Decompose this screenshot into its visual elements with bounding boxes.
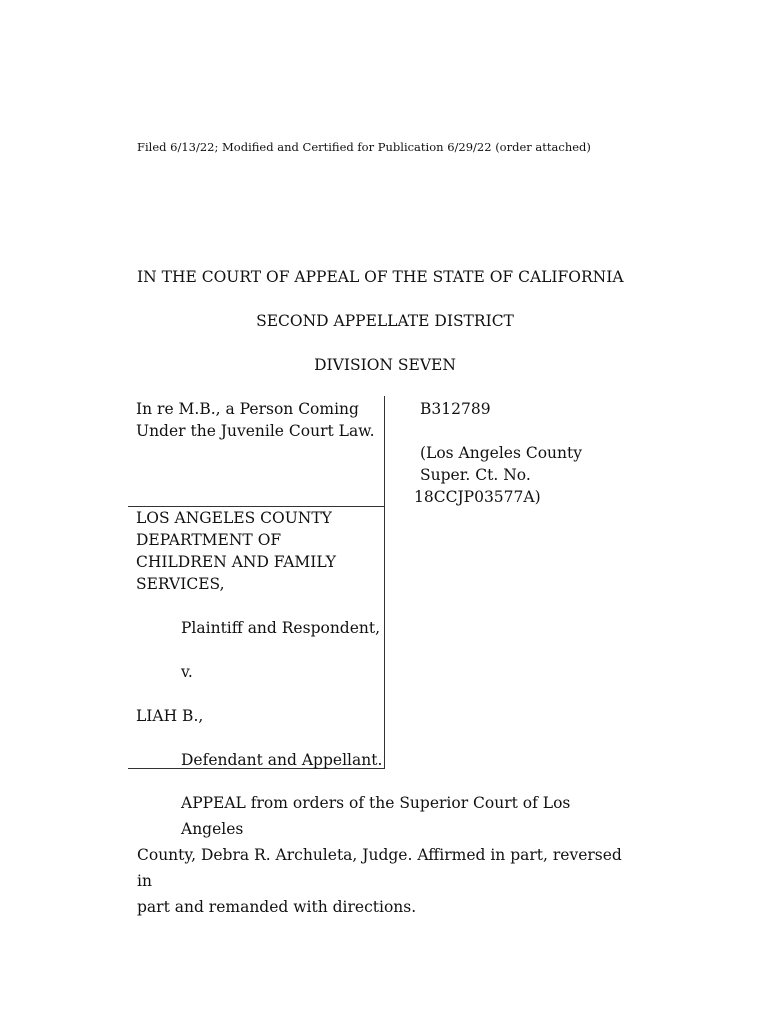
court-division: DIVISION SEVEN bbox=[314, 356, 456, 374]
respondent-name-line: LOS ANGELES COUNTY bbox=[136, 509, 332, 527]
caption-vertical-divider bbox=[384, 396, 385, 769]
appellant-role: Defendant and Appellant. bbox=[181, 751, 383, 769]
appellant-name: LIAH B., bbox=[136, 707, 204, 725]
in-re-caption bbox=[136, 398, 375, 442]
in-re-line: In re M.B., a Person Coming bbox=[136, 400, 359, 418]
county-line: Super. Ct. No. bbox=[420, 466, 531, 484]
appellate-district: SECOND APPELLATE DISTRICT bbox=[256, 312, 514, 330]
case-number: B312789 bbox=[420, 400, 491, 418]
superior-court-number: 18CCJP03577A) bbox=[414, 488, 541, 506]
case-info bbox=[414, 398, 582, 508]
appeal-line: APPEAL from orders of the Superior Court of Los Angeles bbox=[181, 794, 571, 838]
filing-note: Filed 6/13/22; Modified and Certified for Publication 6/29/22 (order attached) bbox=[137, 140, 591, 154]
county-line: (Los Angeles County bbox=[420, 444, 582, 462]
respondent-name-line: CHILDREN AND FAMILY bbox=[136, 553, 336, 571]
in-re-line: Under the Juvenile Court Law. bbox=[136, 422, 375, 440]
respondent-name-line: DEPARTMENT OF bbox=[136, 531, 282, 549]
versus: v. bbox=[181, 663, 193, 681]
respondent-name-line: SERVICES, bbox=[136, 575, 225, 593]
respondent-role: Plaintiff and Respondent, bbox=[181, 619, 381, 637]
appeal-line: part and remanded with directions. bbox=[137, 898, 417, 916]
parties-caption bbox=[136, 507, 382, 771]
court-title: IN THE COURT OF APPEAL OF THE STATE OF CALIFORNIA bbox=[137, 268, 624, 286]
appeal-paragraph bbox=[137, 790, 637, 920]
appeal-line: County, Debra R. Archuleta, Judge. Affirmed in part, reversed in bbox=[137, 846, 622, 890]
